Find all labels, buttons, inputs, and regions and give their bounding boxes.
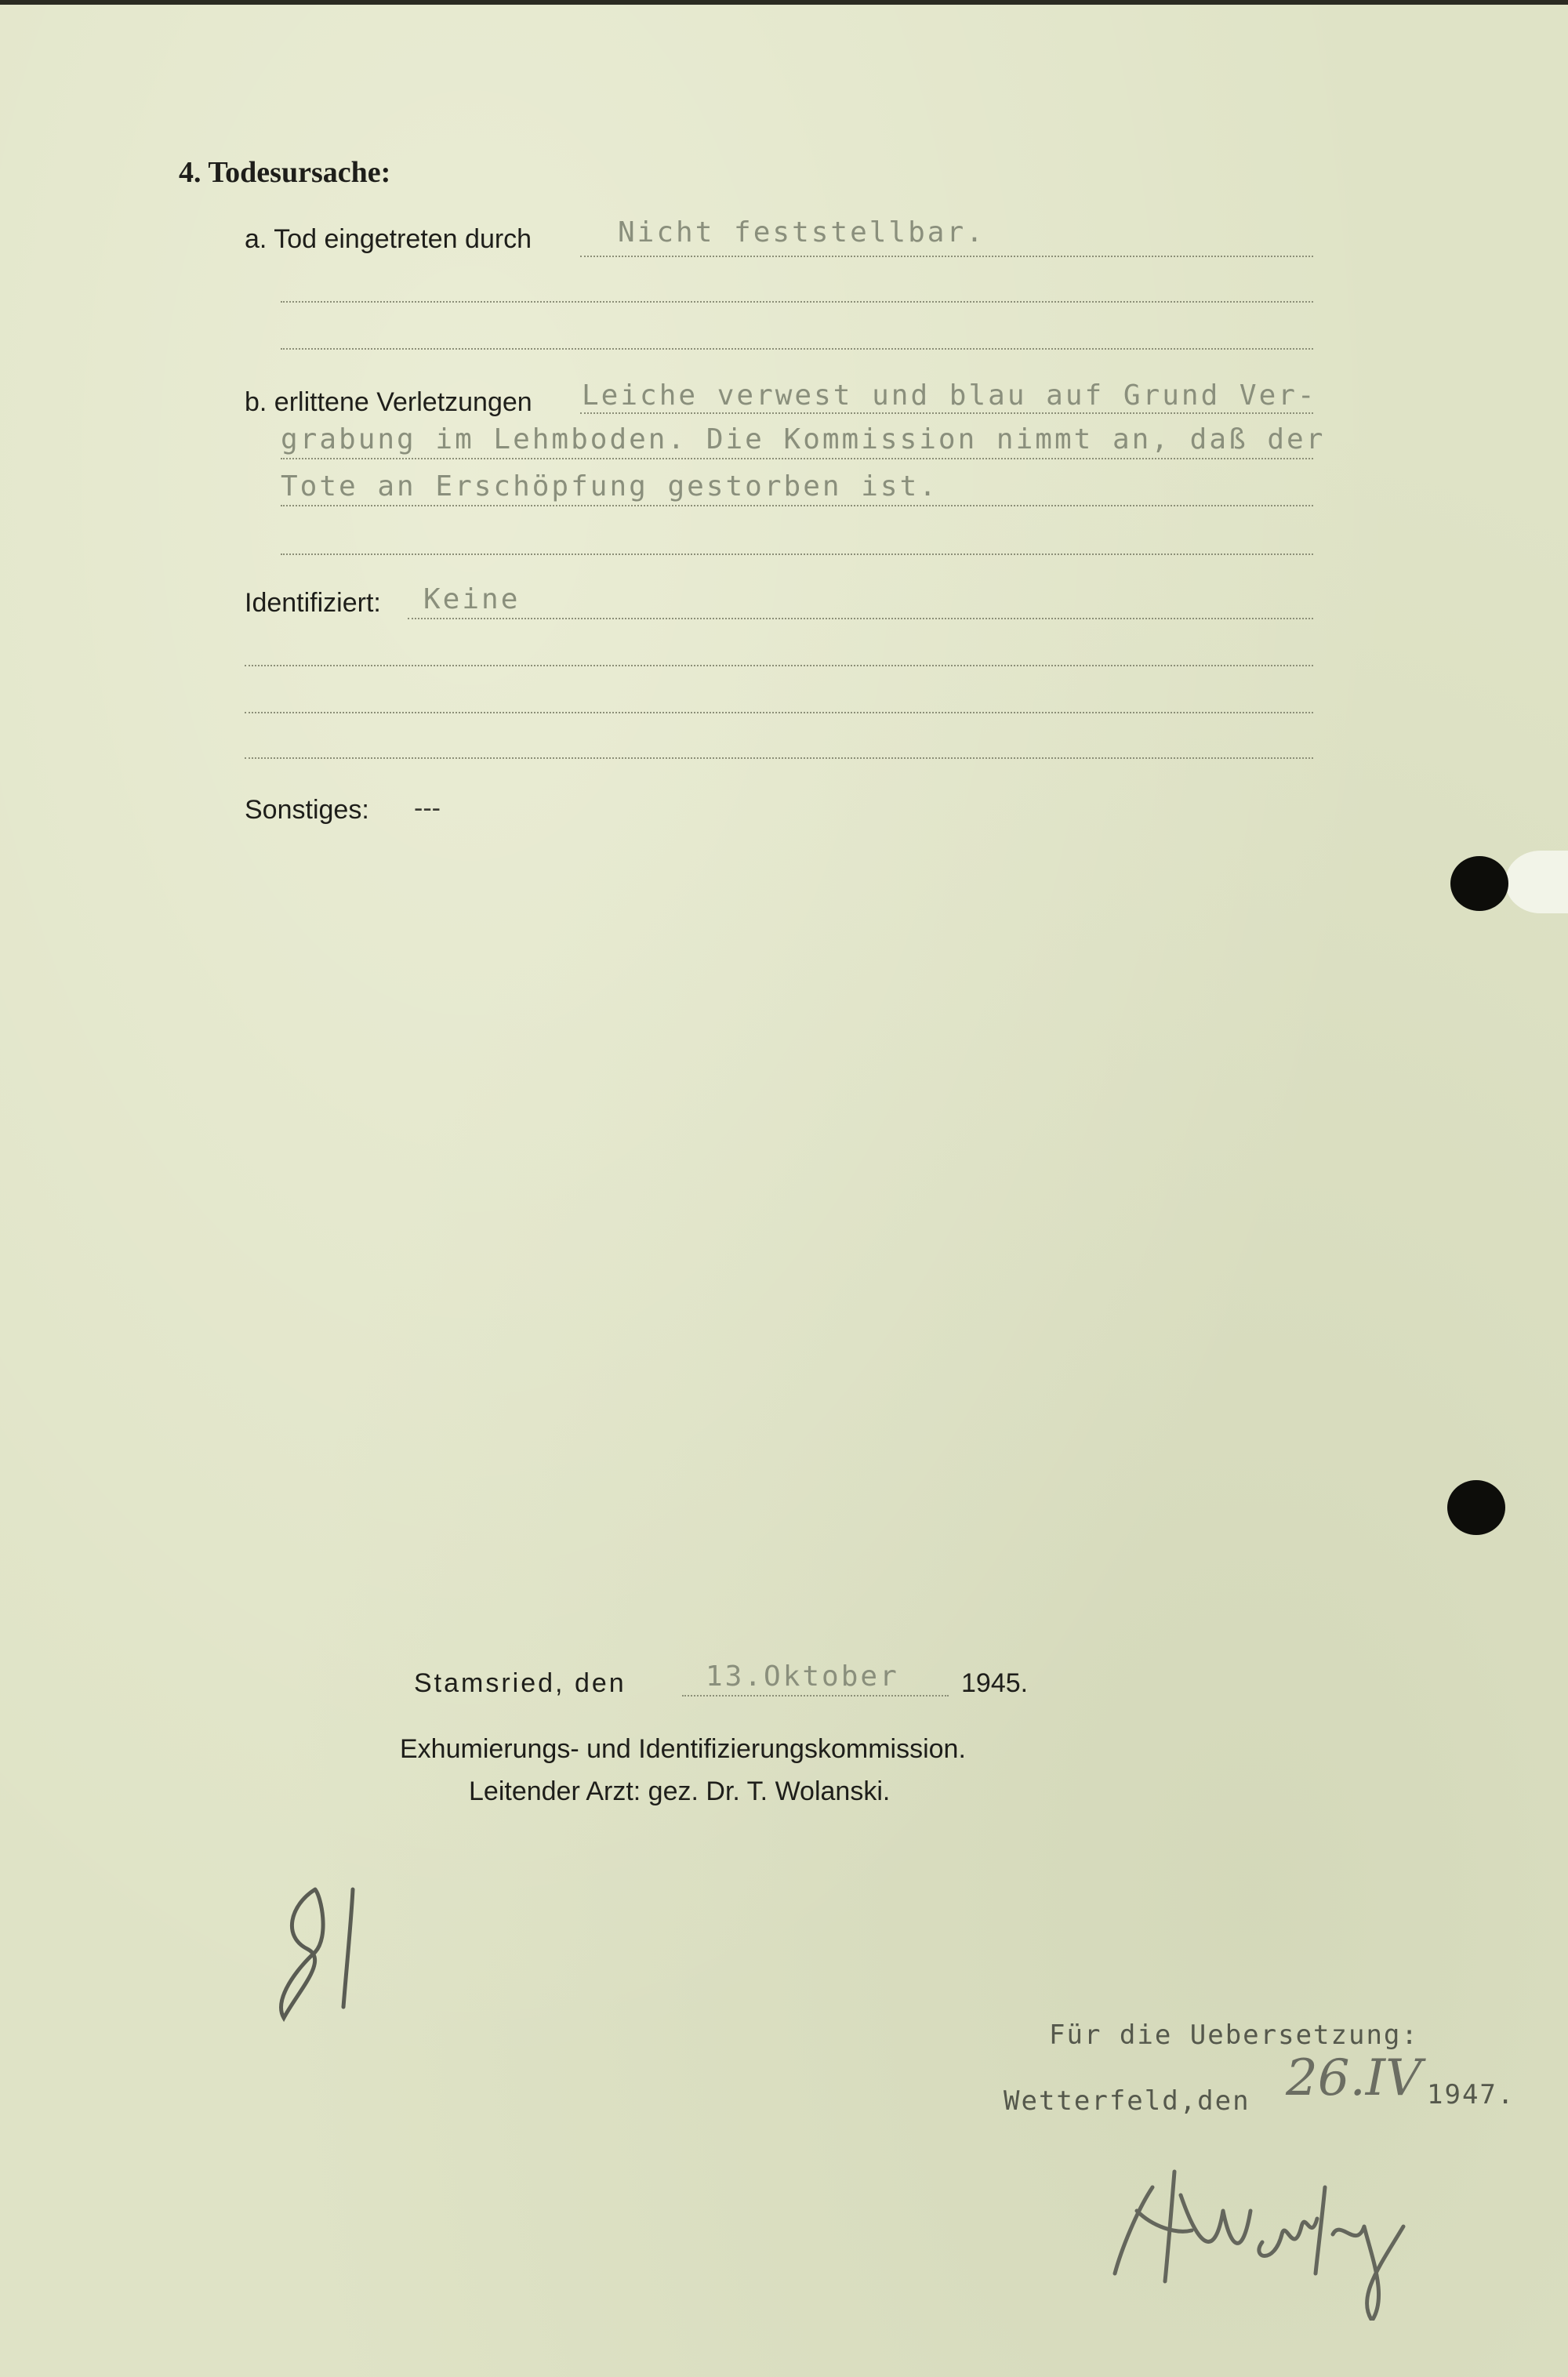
dotted-line — [281, 458, 1313, 459]
punch-hole — [1447, 1480, 1505, 1535]
dotted-line — [281, 505, 1313, 506]
other-label: Sonstiges: — [245, 795, 369, 825]
identified-label: Identifiziert: — [245, 588, 381, 618]
dotted-line — [281, 301, 1313, 303]
dotted-line — [245, 712, 1313, 713]
cause-label: a. Tod eingetreten durch — [245, 224, 532, 254]
injuries-line-2: grabung im Lehmboden. Die Kommission nimmt an, daß der — [281, 423, 1326, 455]
punch-hole — [1450, 856, 1508, 911]
injuries-line-3: Tote an Erschöpfung gestorben ist. — [281, 470, 938, 503]
handwritten-number — [267, 1874, 384, 2030]
translation-date: 26.IV — [1286, 2049, 1422, 2107]
dotted-line — [281, 553, 1313, 555]
commission-name: Exhumierungs- und Identifizierungskommission. — [400, 1734, 966, 1764]
dotted-line — [580, 412, 1313, 414]
year: 1945. — [961, 1668, 1029, 1698]
translation-year: 1947. — [1427, 2079, 1515, 2110]
injuries-line-1: Leiche verwest und blau auf Grund Ver- — [582, 379, 1317, 412]
doctor-line: Leitender Arzt: gez. Dr. T. Wolanski. — [469, 1776, 891, 1806]
cause-value: Nicht feststellbar. — [618, 216, 985, 249]
translation-line-1: Für die Uebersetzung: — [1049, 2020, 1419, 2051]
section-title: 4. Todesursache: — [179, 156, 391, 189]
translation-place: Wetterfeld,den — [1004, 2085, 1250, 2117]
signature — [1105, 2140, 1435, 2321]
dotted-line — [245, 665, 1313, 666]
identified-value: Keine — [423, 583, 521, 615]
dotted-line — [245, 757, 1313, 759]
other-value: --- — [414, 793, 441, 823]
scan-edge — [0, 0, 1568, 5]
place-date-prefix: Stamsried, den — [414, 1668, 626, 1698]
injuries-label: b. erlittene Verletzungen — [245, 387, 532, 417]
dotted-line — [580, 256, 1313, 257]
dotted-line — [281, 348, 1313, 350]
date-typed: 13.Oktober — [706, 1660, 899, 1693]
dotted-line — [682, 1695, 949, 1697]
paper-tear — [1505, 851, 1568, 913]
dotted-line — [408, 618, 1313, 619]
